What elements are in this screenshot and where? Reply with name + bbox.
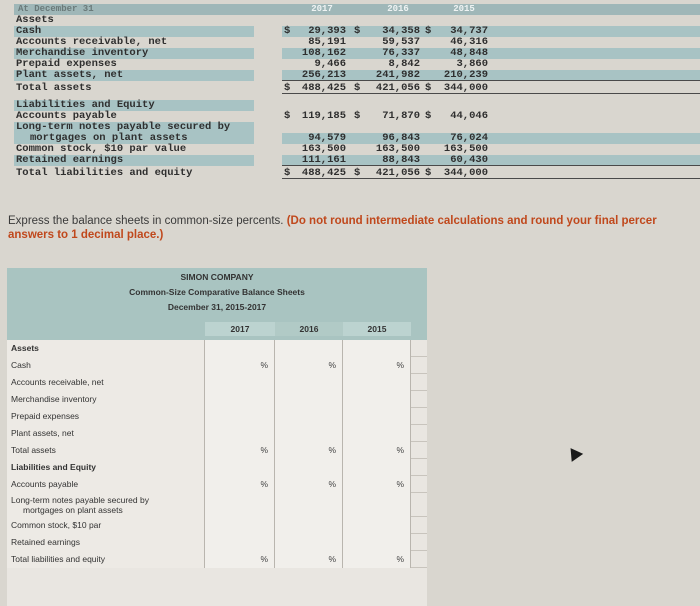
answer-col-2016: 2016 (299, 324, 319, 334)
given-year-2017: 2017 (311, 4, 333, 14)
ar-2017-input[interactable] (205, 376, 274, 393)
retained-2016-input[interactable] (275, 536, 342, 553)
answer-row-prepaid: Prepaid expenses (7, 408, 427, 425)
answer-col-2017: 2017 (230, 324, 250, 334)
given-row-retained: Retained earnings 111,161 88,843 60,430 (14, 155, 700, 166)
answer-row-cash: Cash % % % (7, 357, 427, 374)
instruction-rounding: (Do not round intermediate calculations and round your final percer (286, 215, 657, 227)
answer-row-plant: Plant assets, net (7, 425, 427, 442)
answer-subtitle: Common-Size Comparative Balance Sheets (129, 287, 305, 297)
common-stock-2017-input[interactable] (205, 519, 274, 536)
given-row-ar: Accounts receivable, net 85,191 59,537 46,316 (16, 36, 488, 48)
lt-notes-2017-input[interactable] (205, 493, 274, 517)
given-balance-sheet (14, 4, 700, 192)
answer-row-assets: Assets (7, 340, 427, 357)
lt-notes-2016-input[interactable] (275, 493, 342, 517)
mouse-cursor-icon (565, 444, 583, 462)
given-row-inventory: Merchandise inventory 108,162 76,337 48,848 (14, 48, 700, 59)
retained-2017-input[interactable] (205, 536, 274, 553)
given-row-common-stock: Common stock, $10 par value 163,500 163,500 163,500 (16, 143, 488, 155)
instruction-rounding-line2: answers to 1 decimal place.) (8, 229, 164, 241)
answer-row-ap: Accounts payable % % % (7, 476, 427, 493)
answer-company-name: SIMON COMPANY (180, 272, 254, 282)
answer-row-inventory: Merchandise inventory (7, 391, 427, 408)
instruction-text (8, 214, 700, 242)
answer-row-common-stock: Common stock, $10 par (7, 517, 427, 534)
ar-2015-input[interactable] (343, 376, 410, 393)
given-row-prepaid: Prepaid expenses 9,466 8,842 3,860 (16, 58, 488, 70)
prepaid-2017-input[interactable] (205, 410, 274, 427)
given-row-liab-equity: Liabilities and Equity (14, 100, 700, 111)
lt-notes-2015-input[interactable] (343, 493, 410, 517)
common-stock-2016-input[interactable] (275, 519, 342, 536)
given-row-cash: Cash $ $ $ 29,393 34,358 34,737 (14, 26, 700, 37)
answer-row-retained: Retained earnings (7, 534, 427, 551)
plant-2016-input[interactable] (275, 427, 342, 444)
given-row-total-le: Total liabilities and equity $ $ $ 488,425 421,056 344,000 (14, 168, 700, 179)
given-row-assets: Assets (16, 14, 54, 26)
prepaid-2015-input[interactable] (343, 410, 410, 427)
answer-row-ar: Accounts receivable, net (7, 374, 427, 391)
given-year-2015: 2015 (453, 4, 475, 14)
given-row-ltn: Long-term notes payable secured by (14, 122, 700, 133)
retained-2015-input[interactable] (343, 536, 410, 553)
common-stock-2015-input[interactable] (343, 519, 410, 536)
answer-date: December 31, 2015-2017 (167, 302, 267, 312)
given-header-label: At December 31 (18, 4, 94, 14)
prepaid-2016-input[interactable] (275, 410, 342, 427)
answer-row-total-le: Total liabilities and equity % % % (7, 551, 427, 568)
inventory-2015-input[interactable] (343, 393, 410, 410)
given-row-plant: Plant assets, net 256,213 241,982 210,239 (14, 70, 700, 81)
ar-2016-input[interactable] (275, 376, 342, 393)
answer-title-band (7, 268, 427, 340)
inventory-2016-input[interactable] (275, 393, 342, 410)
inventory-2017-input[interactable] (205, 393, 274, 410)
answer-grid (7, 340, 427, 606)
given-row-mortgages: mortgages on plant assets 94,579 96,843 76,024 (14, 133, 700, 144)
given-row-ap: Accounts payable $ $ $ 119,185 71,870 44,046 (16, 110, 488, 122)
answer-row-lt-notes: Long-term notes payable secured by mortgages on plant assets (7, 493, 427, 517)
answer-row-liab-equity: Liabilities and Equity (7, 459, 427, 476)
given-year-2016: 2016 (387, 4, 409, 14)
instruction-main: Express the balance sheets in common-size percents. (8, 215, 284, 227)
answer-row-total-assets: Total assets % % % (7, 442, 427, 459)
plant-2017-input[interactable] (205, 427, 274, 444)
given-row-total-assets: Total assets $ $ $ 488,425 421,056 344,000 (14, 83, 700, 94)
answer-col-2015: 2015 (367, 324, 387, 334)
given-header-band (14, 4, 700, 15)
plant-2015-input[interactable] (343, 427, 410, 444)
common-size-answer-table (7, 268, 427, 606)
